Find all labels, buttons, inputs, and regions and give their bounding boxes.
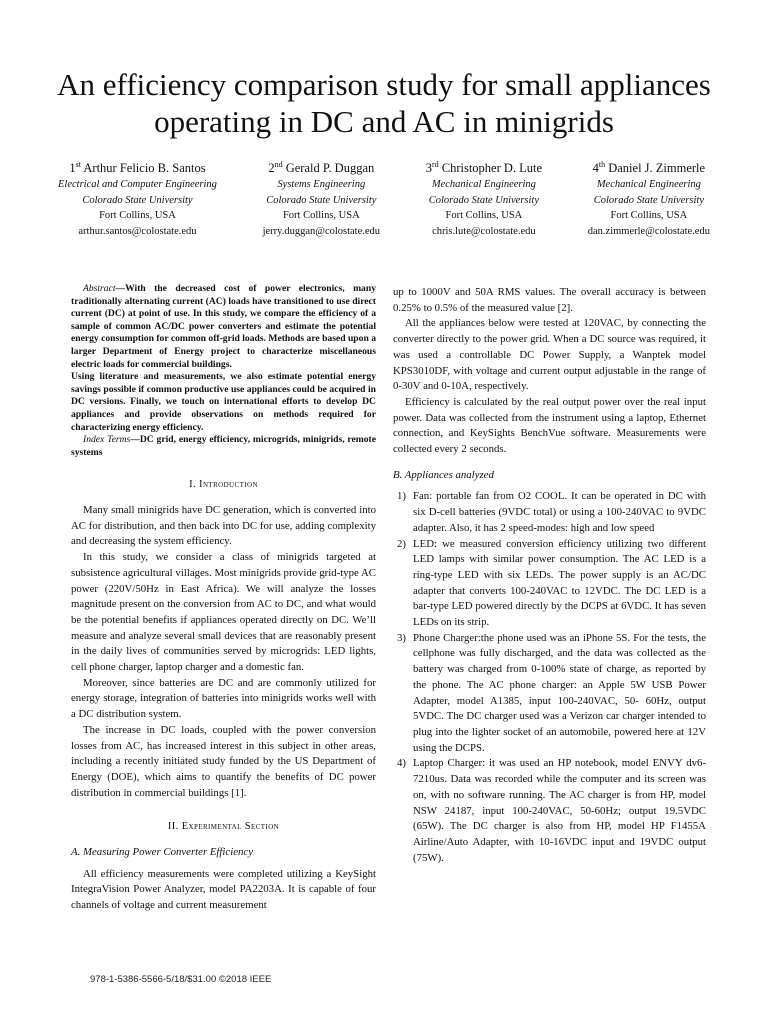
right-column (393, 285, 706, 866)
author-2 (263, 156, 380, 239)
author-city: Fort Collins, USA (99, 210, 176, 222)
author-email: jerry.duggan@colostate.edu (262, 225, 381, 237)
left-column (71, 283, 376, 914)
author-university: Colorado State University (266, 194, 377, 206)
author-3 (426, 156, 542, 239)
copyright-footer: 978-1-5386-5566-5/18/$31.00 ©2018 IEEE (90, 974, 272, 985)
intro-paragraph: In this study, we consider a class of minigrids targeted at subsistence agricultural villages. Most minigrids provide grid-type AC power (220V/50Hz in East Africa). We will analyze the losses magnitude present on the conversion from AC to DC, and what would be the potential benefits if appliances operated directly on DC. We’ll measure and analyze several small devices that are reasonably present in the daily lives of communities served by microgrids: LED lights, cell phone charger, laptop charger and a domestic fan. (71, 551, 376, 674)
index-terms: Index Terms—DC grid, energy efficiency, microgrids, minigrids, remote systems (71, 434, 377, 458)
list-item: 1) Fan: portable fan from O2 COOL. It can be operated in DC with six D-cell batteries (9VDC total) or using a 100-240VAC to 9VDC adapter. Also, it has 2 speed-modes: high and low speed (397, 490, 706, 534)
subsection-heading-b: B. Appliances analyzed (393, 468, 494, 481)
abstract-paragraph-2: Using literature and measurements, we also estimate potential energy savings possible if common productive use appliances could be acquired in DC versions. Finally, we touch on international efforts to develop DC appliances and provide observations on methods required for characterizing energy efficiency. (71, 371, 376, 433)
author-email: arthur.santos@colostate.edu (78, 225, 197, 237)
body-paragraph: All the appliances below were tested at 120VAC, by connecting the converter directly to the power grid. When a DC source was required, it was used a controllable DC Power Supply, a Wanptek model KPS3010DF, with voltage and current output adjustable in the range of 0-30V and 0-10A, respectively. (393, 317, 706, 393)
author-city: Fort Collins, USA (610, 210, 688, 222)
author-department: Systems Engineering (277, 179, 366, 191)
intro-paragraph: Moreover, since batteries are DC and are commonly utilized for energy storage, integration of batteries into minigrids works well with a DC distribution system. (71, 676, 376, 721)
author-city: Fort Collins, USA (282, 210, 360, 222)
subsection-heading-a: A. Measuring Power Converter Efficiency (71, 846, 254, 859)
list-item: 2) LED: we measured conversion efficiency utilizing two different LED lamps with similar power consumption. The AC LED is a ring-type LED with six LEDs. The power supply is an AC/DC adapter that converts 100-240VAC to 12VDC. The DC LED is a bar-type LED powered directly by the DCPS at 6VDC. It has seven LEDs on its strip. (397, 537, 706, 629)
author-department: Mechanical Engineering (431, 179, 536, 191)
author-university: Colorado State University (593, 194, 704, 206)
author-block (58, 156, 710, 239)
author-university: Colorado State University (428, 194, 540, 206)
author-name: 3rd Christopher D. Lute (425, 160, 543, 176)
abstract-label: Abstract (83, 283, 116, 294)
author-4 (588, 156, 710, 239)
author-name: 1st Arthur Felicio B. Santos (69, 160, 206, 176)
list-item: 4) Laptop Charger: it was used an HP notebook, model ENVY dv6-7210us. Data was recorded while the computer and its screen was on, with no software running. The AC charger is from HP, model NSW 24187, input 100-240VAC, 50-60Hz; output 19.5VDC (65W). The DC charger is also from HP, model HP F1455A Airline/Auto Adapter, with 10-16VDC input and 19VDC output (75W). (397, 757, 706, 864)
section-heading-experimental: II. Experimental Section (167, 821, 280, 833)
list-item: 3) Phone Charger:the phone used was an iPhone 5S. For the tests, the cellphone was fully discharged, and the data was collected as the battery was charged from 0-100% state of charge, as reported by the phone. The AC phone charger: an Apple 5W USB Power Adapter, model A1385, input 100-240VAC, 50- 60Hz, output 5VDC. The DC charger used was a Verizon car charger intended to plug into the lighter socket of an automobile, powered here at 12V using the DCPS. (397, 631, 706, 754)
author-email: dan.zimmerle@colostate.edu (587, 225, 710, 237)
index-terms-label: Index Terms (83, 434, 131, 446)
author-city: Fort Collins, USA (445, 210, 523, 222)
author-university: Colorado State University (82, 194, 193, 206)
body-paragraph: Efficiency is calculated by the real output power over the real input power. Data was collected from the instrument using a laptop, Ethernet connection, and KeySights BenchVue software. Measurements were collected every 2 seconds. (393, 395, 706, 456)
body-paragraph: up to 1000V and 50A RMS values. The overall accuracy is between 0.25% to 0.5% of the measured value [2]. (393, 286, 706, 314)
author-department: Mechanical Engineering (596, 179, 701, 191)
author-name: 4th Daniel J. Zimmerle (592, 160, 706, 176)
author-1 (58, 156, 217, 239)
section-heading-introduction: I. Introduction (189, 479, 258, 491)
intro-paragraph: The increase in DC loads, coupled with the power conversion losses from AC, has increased interest in this subject in other areas, including a recently initiated study funded by the US Department of Energy (DOE), which aims to quantify the benefits of DC power distribution in commercial buildings [1]. (71, 723, 376, 799)
intro-paragraph: Many small minigrids have DC generation, which is converted into AC for distribution, and then back into DC for use, adding complexity and decreasing the system efficiency. (71, 504, 376, 548)
author-name: 2nd Gerald P. Duggan (268, 160, 375, 176)
paper-title: An efficiency comparison study for small appliances operating in DC and AC in minigrids (57, 67, 711, 139)
abstract-paragraph-1: Abstract—With the decreased cost of power electronics, many traditionally alternating current (AC) loads have transitioned to use direct current (DC) at point of use. In this study, we compare the efficiency of a sample of common AC/DC power converters and estimate the potential energy consumption for common off-grid loads. Methods are based upon a larger Department of Energy project to characterize miscellaneous electric loads for commercial buildings. (71, 283, 376, 370)
author-email: chris.lute@colostate.edu (432, 225, 536, 237)
experimental-paragraph: All efficiency measurements were completed utilizing a KeySight IntegraVision Power Analyzer, model PA2203A. It is capable of four channels of voltage and current measurement (71, 867, 376, 912)
appliance-list (393, 489, 706, 866)
author-department: Electrical and Computer Engineering (58, 179, 217, 191)
